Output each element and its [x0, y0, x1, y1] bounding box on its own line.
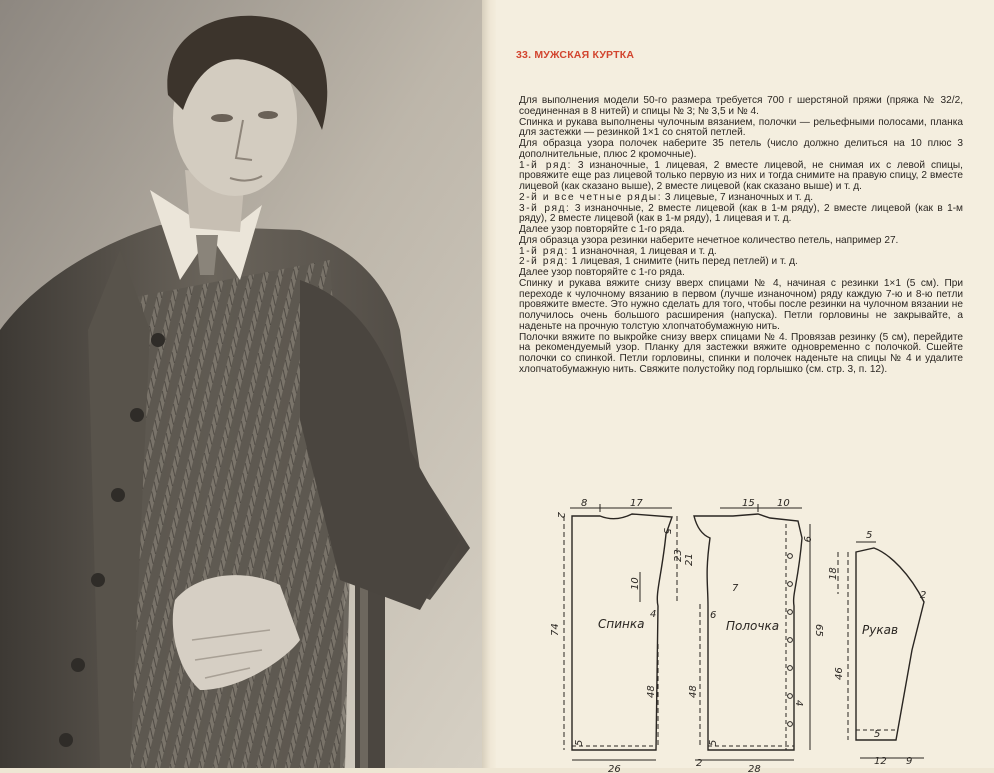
dim-back-armhole-height: 23	[673, 549, 684, 562]
dim-back-rib-height: 5	[574, 739, 585, 746]
dim-sleeve-cap-height: 18	[828, 567, 839, 580]
dim-back-armhole-inset: 4	[650, 609, 657, 620]
page-title: 33. МУЖСКАЯ КУРТКА	[516, 49, 635, 61]
dim-back-total-height: 74	[550, 623, 561, 636]
row-text: 1 изнаночная, 1 лицевая и т. д.	[571, 245, 717, 257]
front-button-mark	[788, 666, 793, 671]
dim-front-armhole-height: 21	[684, 553, 695, 566]
dim-back-side-height: 48	[646, 685, 657, 698]
front-button-mark	[788, 638, 793, 643]
row-text: 1 лицевая, 1 снимите (нить перед петлей) и т. д.	[571, 256, 798, 268]
dim-sleeve-cuff-height: 5	[874, 729, 881, 740]
page-gutter	[482, 0, 496, 768]
sleeve-label: Рукав	[862, 623, 899, 637]
paragraph-materials: Для выполнения модели 50-го размера требуется 700 г шерстяной пряжи (пряжа № 32/2, соединенная в 8 нитей) и спицы № 3; № 3,5 и № 4.	[519, 95, 963, 117]
instructions-text	[519, 96, 963, 376]
dim-front-placket-width: 2	[696, 758, 703, 769]
row-lead: 3-й ряд:	[519, 202, 571, 214]
front-button-mark	[788, 554, 793, 559]
pattern-diagram	[540, 494, 980, 773]
dim-front-side-height: 48	[688, 685, 699, 698]
paragraph-repeat: Далее узор повторяйте с 1-го ряда.	[519, 224, 685, 235]
dim-sleeve-cap-side: 2	[920, 590, 927, 601]
paragraph-fronts: Полочки вяжите по выкройке снизу вверх спицами № 4. Провязав резинку (5 см), перейдите на рекомендуемый узор. Планку для застежки вяжите одновременно с полочкой. Сшейте полочки со спинкой. Петли горловины, спинки и полочек наденьте на спицы № 4 и удалите хлопчатобумажную нить. Свяжите полустойку под горлышко (см. стр. 3, п. 12).	[519, 331, 963, 375]
row-lead: 1-й ряд:	[519, 245, 569, 257]
dim-front-shoulder-width: 10	[777, 498, 790, 509]
dim-front-width: 28	[748, 764, 761, 773]
dim-front-armhole-step: 7	[732, 583, 739, 594]
dim-front-button-gap: 4	[793, 700, 804, 707]
front-button-mark	[788, 582, 793, 587]
row-lead: 2-й и все четные ряды:	[519, 191, 663, 203]
dim-back-shoulder-width: 17	[630, 498, 643, 509]
paragraph-row-1	[519, 161, 963, 193]
front-button-mark	[788, 610, 793, 615]
paragraph-rib-sample: Для образца узора резинки наберите нечетное количество петель, например 27.	[519, 234, 899, 246]
dim-back-armhole-depth: 10	[630, 577, 641, 590]
dim-front-placket-height: 65	[813, 624, 824, 637]
model-photo	[0, 0, 482, 768]
paragraph-back-sleeves: Спинку и рукава вяжите снизу вверх спицами № 4, начиная с резинки 1×1 (5 см). При переходе к чулочному вязанию в первом (лучше изнаночном) ряду каждую 7-ю и 8-ю петли провяжите вместе. Это нужно сделать для того, чтобы после резинки на чулочном вязании не получилось очень большого расширения (напуска). Петли горловины не закрывайте, а наденьте на прочную толстую хлопчатобумажную нить.	[519, 277, 963, 332]
dim-front-neck-drop: 9	[801, 536, 812, 543]
dim-front-neck-width: 15	[742, 498, 755, 509]
dim-front-rib-height: 5	[708, 739, 719, 746]
dim-back-neck-width: 8	[581, 498, 588, 509]
front-button-mark	[788, 694, 793, 699]
row-text: 3 изнаночные, 1 лицевая, 2 вместе лицевой, не снимая их с левой спицы, провяжите еще раз лицевой только первую из них и тогда снимите на правую спицу, 2 вместе лицевой (как сказано выше), 2 вместе лицевой (как сказано выше) и т. д.	[519, 159, 963, 192]
row-lead: 1-й ряд:	[519, 159, 572, 171]
paragraph-row-3	[519, 204, 963, 226]
paragraph-technique: Спинка и рукава выполнены чулочным вязанием, полочки — рельефными полосами, планка для застежки — резинкой 1×1 со снятой петлей.	[519, 116, 963, 139]
back-label: Спинка	[598, 617, 645, 631]
dim-sleeve-cap-top: 5	[866, 530, 873, 541]
dim-sleeve-cuff-width: 12	[874, 756, 887, 767]
photo-illustration	[0, 0, 482, 768]
sleeve-pattern-piece	[838, 542, 927, 758]
dim-sleeve-length: 46	[834, 667, 845, 680]
front-label: Полочка	[726, 619, 780, 633]
row-text: 3 изнаночные, 2 вместе лицевой (как в 1-м ряду), 2 вместе лицевой (как в 1-м ряду), 2 вместе лицевой (как в 1-м ряду), 1 лицевая и т. д.	[519, 202, 963, 225]
dim-front-side-step: 6	[710, 610, 717, 621]
row-lead: 2-й ряд:	[519, 256, 569, 268]
paragraph-sample: Для образца узора полочек наберите 35 петель (число должно делиться на 10 плюс 3 дополнительные, плюс 2 кромочные).	[519, 138, 963, 160]
front-buttons	[788, 554, 793, 727]
front-button-mark	[788, 722, 793, 727]
dim-back-half-width: 26	[608, 764, 621, 773]
back-pattern-piece	[564, 504, 677, 760]
row-text: 3 лицевые, 7 изнаночных и т. д.	[664, 191, 814, 203]
dim-back-neck-drop: 2	[555, 512, 566, 519]
dim-sleeve-cuff-step: 9	[906, 756, 913, 767]
paragraph-repeat-2: Далее узор повторяйте с 1-го ряда.	[519, 267, 685, 278]
dim-back-shoulder-drop: 5	[661, 528, 672, 535]
